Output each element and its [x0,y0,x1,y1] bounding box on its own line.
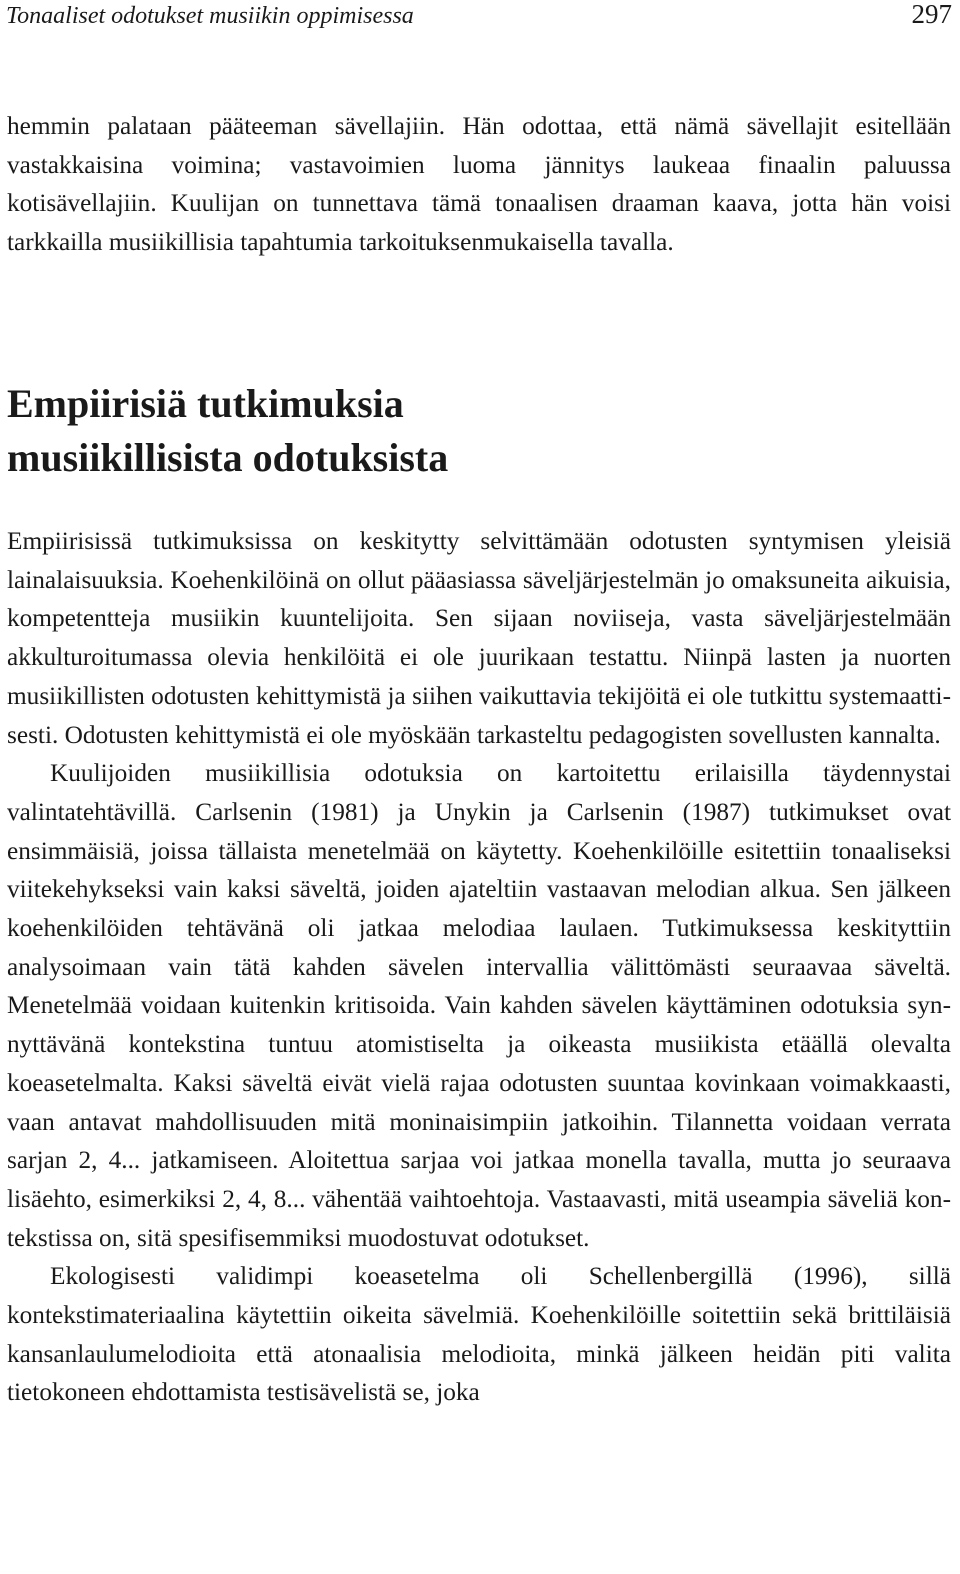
section-heading-line-2: musiikillisista odotuksista [7,435,449,480]
section-paragraph-2: Kuulijoiden musiikillisia odotuksia on kartoitettu erilaisilla täydennystai valintatehtävillä. Carlsenin (1981) ja Unykin ja Carlsenin (1987) tutkimukset ovat ensimmäisiä, joissa tällaista menetelmää on käytetty. Koehenkilöille esitettiin tonaaliseksi viitekehykseksi vain kaksi säveltä, joiden ajateltiin vastaavan melodian alkua. Sen jälkeen koehenkilöiden tehtävänä oli jatkaa melodiaa laulaen. Tutkimuksessa keskityttiin analysoimaan vain tätä kahden sävelen intervallia välittömästi seuraavaa säveltä. Menetelmää voidaan kuitenkin kritisoida. Vain kahden sävelen käyttäminen odotuksia synnyttävänä kontekstina tuntuu atomistiselta ja oikeasta musiikista etäällä olevalta koeasetelmalta. Kaksi säveltä eivät vielä rajaa odotusten suuntaa kovinkaan voimakkaasti, vaan antavat mahdollisuuden mitä moninaisimpiin jatkoihin. Tilannetta voidaan verrata sarjan 2, 4... jatkamiseen. Aloitettua sarjaa voi jatkaa monella tavalla, mutta jo seuraava lisäehto, esimerkiksi 2, 4, 8... vähentää vaihtoehtoja. Vastaavasti, mitä useampia säveliä kontekstissa on, sitä spesifisemmiksi muodostuvat odotukset. [7,759,951,1252]
section-paragraph-3: Ekologisesti validimpi koeasetelma oli Schellenbergillä (1996), sillä kontekstimateriaalina käytettiin oikeita sävelmiä. Koehenkilöille soitettiin sekä brittiläisiä kansanlaulumelodioita että atonaalisia melodioita, minkä jälkeen heidän piti valita tietokoneen ehdottamista testisävelistä se, joka [7,1262,951,1407]
section-body [7,522,951,1412]
continuation-text-block [7,107,951,262]
running-header [6,0,952,28]
section-heading [7,377,951,485]
continuation-paragraph: hemmin palataan pääteeman sävellajiin. Hän odottaa, että nämä sävellajit esitellään vastakkaisina voimina; vastavoimien luoma jännitys laukeaa finaalin paluussa kotisävellajiin. Kuulijan on tunnettava tämä tonaalisen draaman kaava, jotta hän voisi tarkkailla musiikillisia tapahtumia tarkoituksenmukaisella tavalla. [7,112,951,257]
section-heading-line-1: Empiirisiä tutkimuksia [7,381,404,426]
running-title: Tonaaliset odotukset musiikin oppimisessa [6,3,414,29]
page-number: 297 [911,0,952,29]
section-paragraph-1: Empiirisissä tutkimuksissa on keskitytty selvittämään odotusten syntymisen yleisiä lainalaisuuksia. Koehenkilöinä on ollut pääasiassa säveljärjestelmän jo omaksuneita aikuisia, kompetentteja musiikin kuuntelijoita. Sen sijaan noviiseja, vasta säveljärjestelmään akkulturoitumassa olevia henkilöitä ei ole juurikaan testattu. Niinpä lasten ja nuorten musiikillisten odotusten kehittymistä ja siihen vaikuttavia tekijöitä ei ole tutkittu systemaattisesti. Odotusten kehittymistä ei ole myöskään tarkasteltu pedagogisten sovellusten kannalta. [7,527,951,749]
